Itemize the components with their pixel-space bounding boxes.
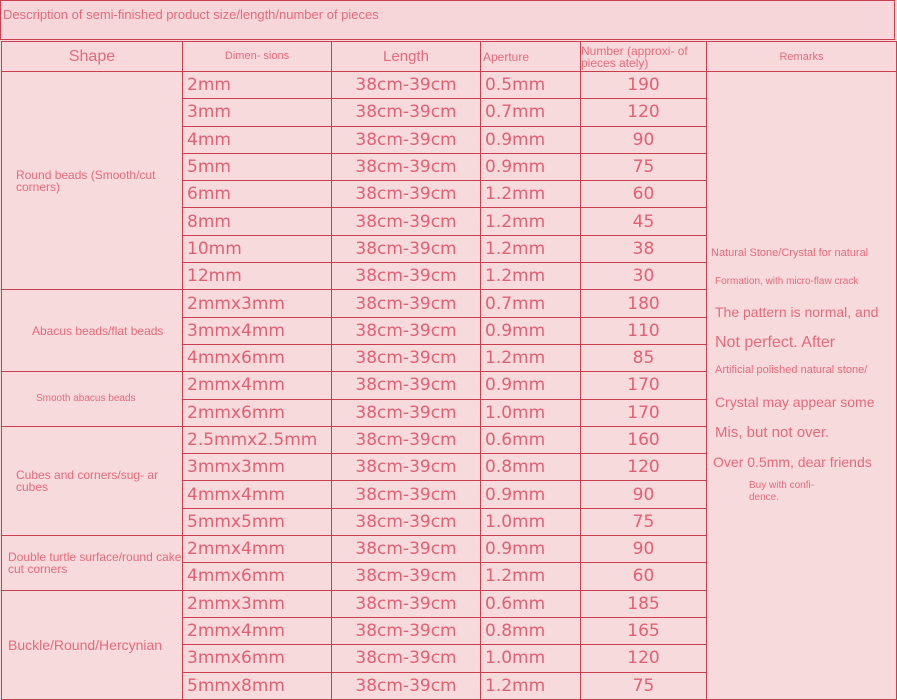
remark-line: Natural Stone/Crystal for natural xyxy=(711,247,869,259)
aperture-cell: 1.0mm xyxy=(481,508,581,535)
number-cell: 165 xyxy=(581,617,707,644)
header-shape: Shape xyxy=(2,42,183,72)
aperture-cell: 0.9mm xyxy=(481,153,581,180)
remark-line: Over 0.5mm, dear friends xyxy=(713,454,872,470)
aperture-cell: 0.7mm xyxy=(481,290,581,317)
aperture-cell: 0.7mm xyxy=(481,99,581,126)
number-cell: 75 xyxy=(581,508,707,535)
aperture-cell: 1.2mm xyxy=(481,181,581,208)
spec-table xyxy=(1,41,897,700)
remark-line: Crystal may appear some xyxy=(715,394,875,410)
shape-cell: Round beads (Smooth/cut corners) xyxy=(2,72,183,290)
length-cell: 38cm-39cm xyxy=(332,263,481,290)
shape-cell: Abacus beads/flat beads xyxy=(2,290,183,372)
spec-table-body xyxy=(2,72,897,700)
number-cell: 190 xyxy=(581,72,707,99)
length-cell: 38cm-39cm xyxy=(332,317,481,344)
table-row xyxy=(2,72,897,99)
length-cell: 38cm-39cm xyxy=(332,344,481,371)
number-cell: 90 xyxy=(581,536,707,563)
aperture-cell: 0.6mm xyxy=(481,426,581,453)
aperture-cell: 1.2mm xyxy=(481,672,581,699)
length-cell: 38cm-39cm xyxy=(332,617,481,644)
number-cell: 45 xyxy=(581,208,707,235)
number-cell: 120 xyxy=(581,99,707,126)
length-cell: 38cm-39cm xyxy=(332,126,481,153)
dimension-cell: 5mmx5mm xyxy=(183,508,332,535)
length-cell: 38cm-39cm xyxy=(332,508,481,535)
number-cell: 120 xyxy=(581,454,707,481)
shape-cell: Cubes and corners/sug- ar cubes xyxy=(2,426,183,535)
remark-line: The pattern is normal, and xyxy=(715,304,879,320)
aperture-cell: 0.9mm xyxy=(481,372,581,399)
dimension-cell: 2mmx4mm xyxy=(183,372,332,399)
sheet-title: Description of semi-finished product size/length/number of pieces xyxy=(3,7,379,22)
remark-line: Artificial polished natural stone/ xyxy=(715,364,868,376)
aperture-cell: 0.6mm xyxy=(481,590,581,617)
number-cell: 185 xyxy=(581,590,707,617)
dimension-cell: 5mm xyxy=(183,153,332,180)
length-cell: 38cm-39cm xyxy=(332,563,481,590)
length-cell: 38cm-39cm xyxy=(332,672,481,699)
aperture-cell: 1.2mm xyxy=(481,208,581,235)
number-cell: 38 xyxy=(581,235,707,262)
number-cell: 110 xyxy=(581,317,707,344)
dimension-cell: 4mm xyxy=(183,126,332,153)
dimension-cell: 2mmx3mm xyxy=(183,290,332,317)
dimension-cell: 2mm xyxy=(183,72,332,99)
length-cell: 38cm-39cm xyxy=(332,536,481,563)
header-aperture: Aperture xyxy=(481,42,581,72)
number-cell: 160 xyxy=(581,426,707,453)
length-cell: 38cm-39cm xyxy=(332,590,481,617)
remark-line: Formation, with micro-flaw crack xyxy=(715,276,859,287)
number-cell: 75 xyxy=(581,672,707,699)
length-cell: 38cm-39cm xyxy=(332,372,481,399)
dimension-cell: 2mmx4mm xyxy=(183,617,332,644)
length-cell: 38cm-39cm xyxy=(332,481,481,508)
aperture-cell: 1.0mm xyxy=(481,645,581,672)
length-cell: 38cm-39cm xyxy=(332,235,481,262)
header-dimensions: Dimen- sions xyxy=(183,42,332,72)
header-row xyxy=(2,42,897,72)
remark-line: Mis, but not over. xyxy=(715,424,830,441)
aperture-cell: 0.8mm xyxy=(481,617,581,644)
length-cell: 38cm-39cm xyxy=(332,208,481,235)
remark-line: Buy with confi- xyxy=(749,480,815,491)
aperture-cell: 0.8mm xyxy=(481,454,581,481)
dimension-cell: 10mm xyxy=(183,235,332,262)
number-cell: 60 xyxy=(581,181,707,208)
dimension-cell: 12mm xyxy=(183,263,332,290)
aperture-cell: 0.9mm xyxy=(481,536,581,563)
shape-cell: Double turtle surface/round cake cut corners xyxy=(2,536,183,591)
header-length: Length xyxy=(332,42,481,72)
dimension-cell: 5mmx8mm xyxy=(183,672,332,699)
dimension-cell: 3mmx4mm xyxy=(183,317,332,344)
number-cell: 120 xyxy=(581,645,707,672)
number-cell: 85 xyxy=(581,344,707,371)
number-cell: 90 xyxy=(581,481,707,508)
aperture-cell: 1.2mm xyxy=(481,263,581,290)
number-cell: 170 xyxy=(581,399,707,426)
length-cell: 38cm-39cm xyxy=(332,426,481,453)
title-banner xyxy=(0,0,895,40)
header-number: Number (approxi- of pieces ately) xyxy=(581,42,707,72)
dimension-cell: 3mmx6mm xyxy=(183,645,332,672)
aperture-cell: 0.5mm xyxy=(481,72,581,99)
length-cell: 38cm-39cm xyxy=(332,399,481,426)
length-cell: 38cm-39cm xyxy=(332,290,481,317)
number-cell: 180 xyxy=(581,290,707,317)
number-cell: 170 xyxy=(581,372,707,399)
number-cell: 60 xyxy=(581,563,707,590)
dimension-cell: 2mmx3mm xyxy=(183,590,332,617)
aperture-cell: 1.2mm xyxy=(481,344,581,371)
length-cell: 38cm-39cm xyxy=(332,99,481,126)
aperture-cell: 0.9mm xyxy=(481,317,581,344)
dimension-cell: 4mmx6mm xyxy=(183,563,332,590)
length-cell: 38cm-39cm xyxy=(332,454,481,481)
aperture-cell: 1.2mm xyxy=(481,235,581,262)
shape-cell: Smooth abacus beads xyxy=(2,372,183,427)
aperture-cell: 1.2mm xyxy=(481,563,581,590)
length-cell: 38cm-39cm xyxy=(332,72,481,99)
aperture-cell: 1.0mm xyxy=(481,399,581,426)
number-cell: 75 xyxy=(581,153,707,180)
dimension-cell: 2mmx4mm xyxy=(183,536,332,563)
length-cell: 38cm-39cm xyxy=(332,181,481,208)
dimension-cell: 6mm xyxy=(183,181,332,208)
dimension-cell: 4mmx4mm xyxy=(183,481,332,508)
remarks-cell xyxy=(707,72,897,700)
dimension-cell: 8mm xyxy=(183,208,332,235)
length-cell: 38cm-39cm xyxy=(332,153,481,180)
length-cell: 38cm-39cm xyxy=(332,645,481,672)
number-cell: 90 xyxy=(581,126,707,153)
dimension-cell: 2mmx6mm xyxy=(183,399,332,426)
header-remarks: Remarks xyxy=(707,42,897,72)
aperture-cell: 0.9mm xyxy=(481,481,581,508)
dimension-cell: 3mm xyxy=(183,99,332,126)
aperture-cell: 0.9mm xyxy=(481,126,581,153)
dimension-cell: 3mmx3mm xyxy=(183,454,332,481)
shape-cell: Buckle/Round/Hercynian xyxy=(2,590,183,699)
remark-line: dence. xyxy=(749,492,780,503)
remark-line: Not perfect. After xyxy=(715,334,836,351)
dimension-cell: 4mmx6mm xyxy=(183,344,332,371)
dimension-cell: 2.5mmx2.5mm xyxy=(183,426,332,453)
number-cell: 30 xyxy=(581,263,707,290)
